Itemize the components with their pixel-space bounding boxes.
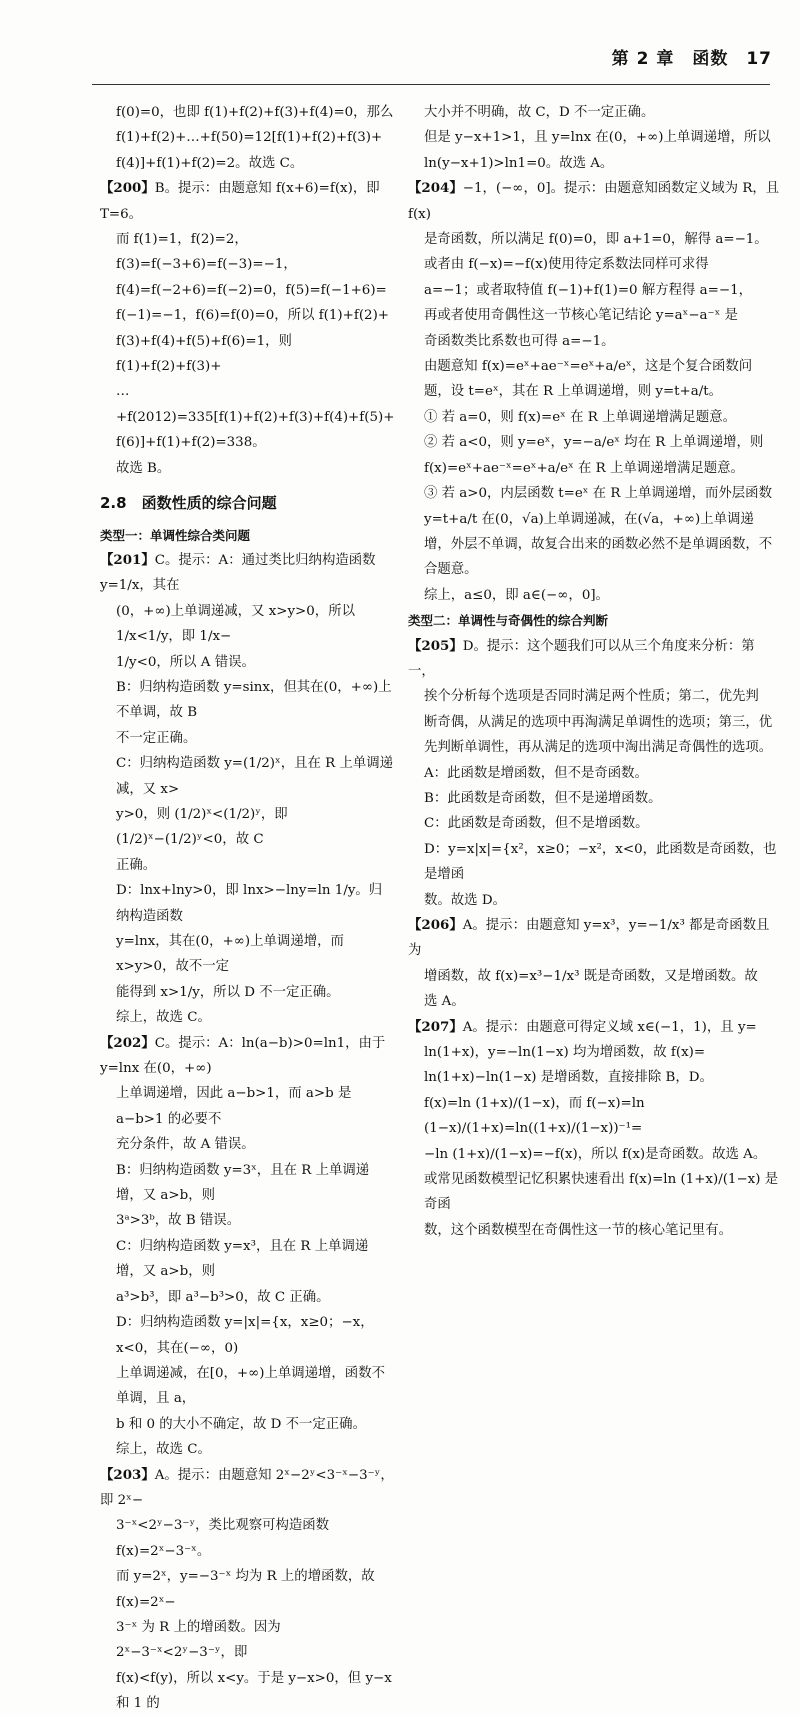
text-line bbox=[100, 1666, 395, 1717]
text-line bbox=[408, 1167, 780, 1218]
line-text: f(4)]+f(1)+f(2)=2。故选 C。 bbox=[116, 155, 304, 171]
text-line bbox=[408, 684, 780, 709]
line-text: 选 A。 bbox=[424, 994, 465, 1010]
text-line bbox=[408, 456, 780, 481]
line-text: A：此函数是增函数，但不是奇函数。 bbox=[424, 765, 648, 781]
line-text: B：此函数是奇函数，但不是递增函数。 bbox=[424, 790, 662, 806]
text-line bbox=[100, 1361, 395, 1412]
text-line bbox=[100, 1615, 395, 1666]
text-line bbox=[100, 456, 395, 481]
problem-number: 【200】 bbox=[100, 180, 155, 197]
subsection-title bbox=[408, 608, 780, 633]
problem-number: 【204】 bbox=[408, 180, 463, 197]
text-line bbox=[408, 151, 780, 176]
line-text: f(6)]+f(1)+f(2)=338。 bbox=[116, 435, 266, 451]
text-line bbox=[408, 1142, 780, 1167]
line-text: −1，(−∞，0]。提示：由题意知函数定义域为 R，且 f(x) bbox=[408, 181, 780, 222]
line-text: 再或者使用奇偶性这一节核心笔记结论 y=aˣ−a⁻ˣ 是 bbox=[424, 308, 738, 324]
line-text: B：归纳构造函数 y=sinx，但其在(0，+∞)上不单调，故 B bbox=[116, 679, 392, 721]
line-text: C：此函数是奇函数，但不是增函数。 bbox=[424, 816, 649, 832]
line-text: 或常见函数模型记忆积累快速看出 f(x)=ln (1+x)/(1−x) 是奇函 bbox=[424, 1172, 779, 1213]
text-line bbox=[100, 1234, 395, 1285]
text-line bbox=[100, 980, 395, 1005]
line-text: B：归纳构造函数 y=3ˣ，且在 R 上单调递增，又 a>b，则 bbox=[116, 1162, 370, 1204]
text-line bbox=[100, 1437, 395, 1462]
line-text: 类型一：单调性综合类问题 bbox=[100, 527, 251, 543]
text-line bbox=[100, 1310, 395, 1361]
line-text: A。提示：由题意知 2ˣ−2ʸ<3⁻ˣ−3⁻ʸ，即 2ˣ− bbox=[100, 1467, 394, 1508]
line-text: f(1)+f(2)+…+f(50)=12[f(1)+f(2)+f(3)+ bbox=[116, 130, 383, 146]
line-text: y=t+a/t 在(0，√a)上单调递减，在(√a，+∞)上单调递 bbox=[424, 511, 754, 527]
line-text: 数。故选 D。 bbox=[424, 892, 506, 908]
line-text: 故选 B。 bbox=[116, 460, 171, 476]
text-line bbox=[100, 675, 395, 726]
text-line bbox=[408, 379, 780, 404]
line-text: 数，这个函数模型在奇偶性这一节的核心笔记里有。 bbox=[424, 1222, 732, 1238]
text-line bbox=[100, 1132, 395, 1157]
text-line bbox=[408, 354, 780, 379]
text-line bbox=[100, 227, 395, 278]
line-text: 综上，故选 C。 bbox=[116, 1442, 211, 1458]
line-text: f(x)=eˣ+ae⁻ˣ=eˣ+a/eˣ 在 R 上单调递增满足题意。 bbox=[424, 460, 744, 476]
text-line bbox=[408, 1091, 780, 1142]
line-text: 1/y<0，所以 A 错误。 bbox=[116, 654, 255, 670]
text-line bbox=[408, 481, 780, 506]
text-line bbox=[100, 100, 395, 125]
text-line bbox=[408, 1218, 780, 1243]
text-line bbox=[408, 303, 780, 328]
line-text: A。提示：由题意可得定义域 x∈(−1，1)，且 y= bbox=[462, 1019, 757, 1035]
text-line bbox=[408, 811, 780, 836]
line-text: 由题意知 f(x)=eˣ+ae⁻ˣ=eˣ+a/eˣ，这是个复合函数问 bbox=[424, 359, 753, 375]
line-text: 奇函数类比系数也可得 a=−1。 bbox=[424, 333, 615, 349]
line-text: 3ᵃ>3ᵇ，故 B 错误。 bbox=[116, 1213, 241, 1229]
line-text: 大小并不明确，故 C，D 不一定正确。 bbox=[424, 105, 655, 120]
text-line bbox=[408, 405, 780, 430]
text-line bbox=[408, 100, 780, 125]
line-text: f(x)=ln (1+x)/(1−x)，而 f(−x)=ln (1−x)/(1+x)=ln((1+x)/(1−x))⁻¹= bbox=[424, 1095, 645, 1137]
line-text: 能得到 x>1/y，所以 D 不一定正确。 bbox=[116, 984, 340, 1000]
problem-number: 【203】 bbox=[100, 1466, 155, 1483]
text-line bbox=[100, 853, 395, 878]
text-line bbox=[100, 1285, 395, 1310]
line-text: 综上，a≤0，即 a∈(−∞，0]。 bbox=[424, 587, 609, 603]
text-line bbox=[100, 650, 395, 675]
line-text: b 和 0 的大小不确定，故 D 不一定正确。 bbox=[116, 1416, 366, 1432]
line-text: D：归纳构造函数 y=|x|={x，x≥0；−x，x<0，其在(−∞，0) bbox=[116, 1315, 374, 1356]
text-line bbox=[100, 430, 395, 455]
text-line bbox=[408, 252, 780, 277]
problem-solution-start bbox=[408, 1015, 780, 1040]
text-line bbox=[100, 329, 395, 380]
problem-solution-start bbox=[100, 176, 395, 227]
text-line bbox=[408, 430, 780, 455]
line-text: ③ 若 a>0，内层函数 t=eˣ 在 R 上单调递增，而外层函数 bbox=[424, 486, 772, 502]
text-line bbox=[408, 227, 780, 252]
text-line bbox=[100, 751, 395, 802]
left-column bbox=[100, 100, 395, 1717]
line-text: 不一定正确。 bbox=[116, 730, 197, 746]
text-line bbox=[100, 303, 395, 328]
line-text: C。提示：A：ln(a−b)>0=ln1，由于 y=lnx 在(0，+∞) bbox=[100, 1035, 386, 1077]
problem-solution-start bbox=[408, 176, 780, 227]
line-text: D。提示：这个题我们可以从三个角度来分析：第一， bbox=[408, 638, 755, 679]
problem-number: 【201】 bbox=[100, 551, 155, 568]
text-line bbox=[408, 761, 780, 786]
line-text: 或者由 f(−x)=−f(x)使用待定系数法同样可求得 bbox=[424, 257, 709, 273]
section-title bbox=[100, 491, 395, 516]
line-text: f(3)+f(4)+f(5)+f(6)=1，则 f(1)+f(2)+f(3)+ bbox=[116, 333, 292, 375]
text-line bbox=[100, 878, 395, 929]
line-text: (0，+∞)上单调递减，又 x>y>0，所以 1/x<1/y，即 1/x− bbox=[116, 603, 355, 645]
text-line bbox=[408, 1040, 780, 1065]
problem-number: 【207】 bbox=[408, 1018, 463, 1035]
line-text: ln(y−x+1)>ln1=0。故选 A。 bbox=[424, 155, 614, 171]
line-text: a=−1；或者取特值 f(−1)+f(1)=0 解方程得 a=−1， bbox=[424, 282, 752, 298]
text-line bbox=[408, 989, 780, 1014]
text-line bbox=[100, 599, 395, 650]
line-text: 正确。 bbox=[116, 857, 157, 873]
text-line bbox=[100, 125, 395, 150]
text-line bbox=[100, 802, 395, 853]
line-text: C：归纳构造函数 y=x³，且在 R 上单调递增，又 a>b，则 bbox=[116, 1238, 369, 1280]
line-text: y=lnx，其在(0，+∞)上单调递增，而 x>y>0，故不一定 bbox=[116, 934, 344, 975]
line-text: A。提示：由题意知 y=x³，y=−1/x³ 都是奇函数且为 bbox=[408, 918, 770, 959]
line-text: y>0，则 (1/2)ˣ<(1/2)ʸ，即 (1/2)ˣ−(1/2)ʸ<0，故 C bbox=[116, 806, 288, 848]
line-text: D：lnx+lny>0，即 lnx>−lny=ln 1/y。归纳构造函数 bbox=[116, 883, 383, 924]
problem-number: 【202】 bbox=[100, 1034, 155, 1051]
text-line bbox=[408, 786, 780, 811]
right-column bbox=[408, 100, 780, 1243]
problem-number: 【206】 bbox=[408, 917, 463, 933]
line-text: f(4)=f(−2+6)=f(−2)=0，f(5)=f(−1+6)= bbox=[116, 282, 387, 298]
problem-solution-start bbox=[100, 1031, 395, 1082]
text-line bbox=[408, 557, 780, 582]
text-line bbox=[100, 1005, 395, 1030]
line-text: B。提示：由题意知 f(x+6)=f(x)，即 T=6。 bbox=[100, 181, 380, 222]
text-line bbox=[100, 1412, 395, 1437]
text-line bbox=[408, 710, 780, 735]
text-line bbox=[408, 532, 780, 557]
line-text: 上单调递增，因此 a−b>1，而 a>b 是 a−b>1 的必要不 bbox=[116, 1086, 352, 1127]
header-rule bbox=[92, 84, 770, 85]
subsection-title bbox=[100, 523, 395, 548]
line-text: C。提示：A：通过类比归纳构造函数 y=1/x，其在 bbox=[100, 552, 376, 594]
line-text: …+f(2012)=335[f(1)+f(2)+f(3)+f(4)+f(5)+ bbox=[116, 384, 395, 425]
line-text: 类型二：单调性与奇偶性的综合判断 bbox=[408, 613, 609, 629]
line-text: 挨个分析每个选项是否同时满足两个性质；第二，优先判 bbox=[424, 689, 759, 705]
line-text: C：归纳构造函数 y=(1/2)ˣ，且在 R 上单调递减，又 x> bbox=[116, 756, 394, 797]
problem-solution-start bbox=[100, 1463, 395, 1514]
problem-solution-start bbox=[408, 913, 780, 964]
text-line bbox=[100, 726, 395, 751]
line-text: D：y=x|x|={x²，x≥0；−x²，x<0，此函数是奇函数，也是增函 bbox=[424, 841, 777, 883]
line-text: 充分条件，故 A 错误。 bbox=[116, 1137, 255, 1153]
line-text: 增函数，故 f(x)=x³−1/x³ 既是奇函数，又是增函数。故 bbox=[424, 968, 758, 984]
line-text: 2.8 函数性质的综合问题 bbox=[100, 494, 277, 513]
text-line bbox=[408, 888, 780, 913]
line-text: a³>b³，即 a³−b³>0，故 C 正确。 bbox=[116, 1289, 330, 1305]
line-text: 3⁻ˣ<2ʸ−3⁻ʸ，类比观察可构造函数 f(x)=2ˣ−3⁻ˣ。 bbox=[116, 1518, 330, 1559]
line-text: 但是 y−x+1>1，且 y=lnx 在(0，+∞)上单调递增，所以 bbox=[424, 130, 771, 146]
text-line bbox=[100, 1513, 395, 1564]
line-text: 3⁻ˣ 为 R 上的增函数。因为 2ˣ−3⁻ˣ<2ʸ−3⁻ʸ，即 bbox=[116, 1619, 281, 1661]
line-text: 题，设 t=eˣ，其在 R 上单调递增，则 y=t+a/t。 bbox=[424, 384, 723, 400]
text-line bbox=[100, 1208, 395, 1233]
line-text: ② 若 a<0，则 y=eˣ，y=−a/eˣ 均在 R 上单调递增，则 bbox=[424, 435, 764, 451]
line-text: 先判断单调性，再从满足的选项中淘出满足奇偶性的选项。 bbox=[424, 740, 773, 756]
text-line bbox=[100, 379, 395, 430]
line-text: 增，外层不单调，故复合出来的函数必然不是单调函数，不 bbox=[424, 536, 773, 552]
text-line bbox=[100, 278, 395, 303]
problem-number: 【205】 bbox=[408, 637, 463, 654]
page-header: 第 2 章 函数 17 bbox=[611, 49, 772, 69]
text-line bbox=[408, 125, 780, 150]
text-line bbox=[100, 929, 395, 980]
line-text: 合题意。 bbox=[424, 562, 478, 578]
text-line bbox=[408, 837, 780, 888]
line-text: 而 f(1)=1，f(2)=2，f(3)=f(−3+6)=f(−3)=−1， bbox=[116, 232, 297, 273]
text-line bbox=[408, 964, 780, 989]
line-text: 上单调递减，在[0，+∞)上单调递增，函数不单调，且 a， bbox=[116, 1365, 385, 1407]
text-line bbox=[408, 583, 780, 608]
text-line bbox=[408, 507, 780, 532]
text-line bbox=[408, 1065, 780, 1090]
line-text: ln(1+x)−ln(1−x) 是增函数，直接排除 B，D。 bbox=[424, 1070, 713, 1086]
problem-solution-start bbox=[408, 634, 780, 685]
line-text: f(0)=0，也即 f(1)+f(2)+f(3)+f(4)=0，那么 bbox=[116, 105, 394, 120]
line-text: 综上，故选 C。 bbox=[116, 1010, 211, 1026]
line-text: 而 y=2ˣ，y=−3⁻ˣ 均为 R 上的增函数，故 f(x)=2ˣ− bbox=[116, 1569, 375, 1610]
text-line bbox=[100, 151, 395, 176]
line-text: 断奇偶，从满足的选项中再淘满足单调性的选项；第三，优 bbox=[424, 714, 773, 730]
text-line bbox=[100, 1081, 395, 1132]
line-text: ① 若 a=0，则 f(x)=eˣ 在 R 上单调递增满足题意。 bbox=[424, 409, 736, 425]
problem-solution-start bbox=[100, 548, 395, 599]
text-line bbox=[408, 278, 780, 303]
line-text: f(x)<f(y)，所以 x<y。于是 y−x>0，但 y−x 和 1 的 bbox=[116, 1670, 392, 1712]
text-line bbox=[100, 1158, 395, 1209]
line-text: f(−1)=−1，f(6)=f(0)=0，所以 f(1)+f(2)+ bbox=[116, 308, 390, 324]
text-line bbox=[408, 329, 780, 354]
line-text: −ln (1+x)/(1−x)=−f(x)，所以 f(x)是奇函数。故选 A。 bbox=[424, 1146, 767, 1162]
text-line bbox=[100, 1564, 395, 1615]
line-text: ln(1+x)，y=−ln(1−x) 均为增函数，故 f(x)= bbox=[424, 1045, 706, 1061]
text-line bbox=[408, 735, 780, 760]
line-text: 是奇函数，所以满足 f(0)=0，即 a+1=0，解得 a=−1。 bbox=[424, 232, 768, 248]
